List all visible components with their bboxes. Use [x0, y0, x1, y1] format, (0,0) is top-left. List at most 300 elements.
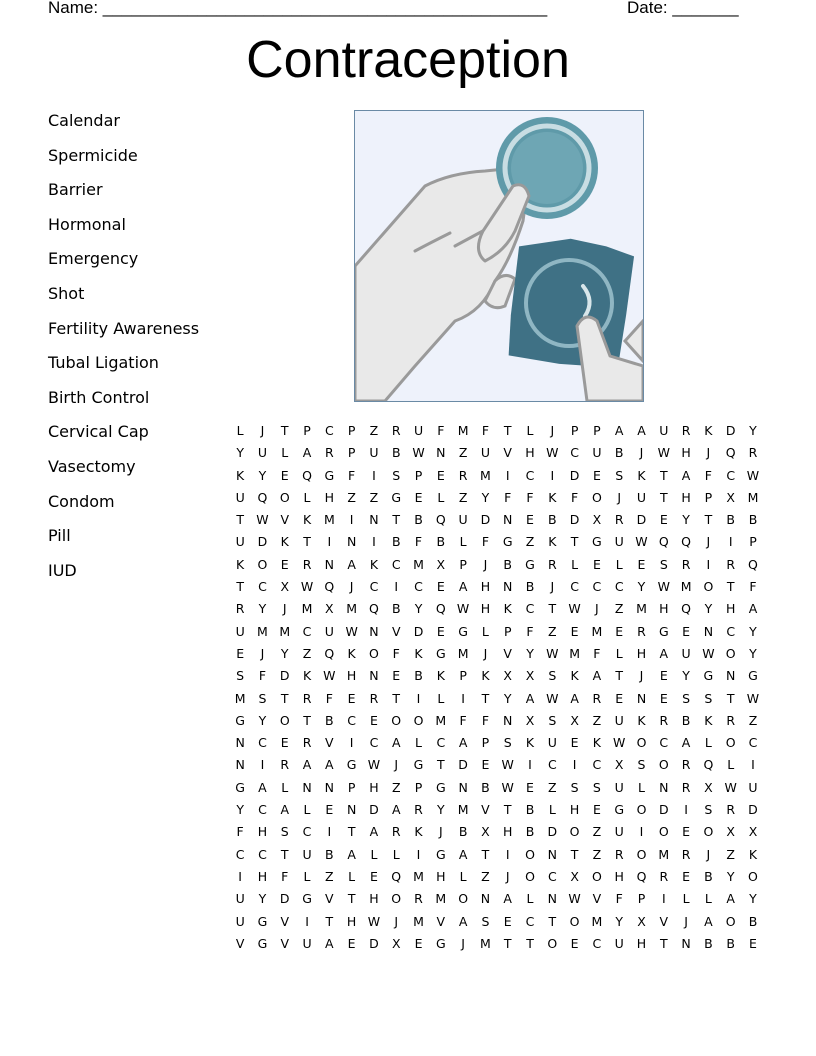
grid-letter: G [658, 623, 669, 639]
grid-letter: B [503, 556, 512, 572]
grid-letter: Q [748, 556, 758, 572]
grid-letter: N [547, 891, 557, 907]
grid-letter: F [593, 645, 601, 661]
grid-letter: W [323, 668, 336, 684]
grid-letter: A [280, 802, 290, 818]
grid-letter: R [614, 512, 624, 528]
grid-letter: G [346, 757, 357, 773]
grid-letter: Y [258, 891, 267, 907]
name-field: Name: _______________________________________________ [48, 0, 548, 17]
grid-letter: L [704, 891, 712, 907]
grid-letter: W [300, 579, 314, 595]
grid-letter: L [392, 846, 400, 862]
grid-letter: T [615, 668, 624, 684]
grid-row [229, 821, 764, 843]
grid-letter: W [367, 913, 381, 929]
grid-letter: F [481, 534, 490, 550]
grid-letter: E [592, 556, 601, 572]
grid-letter: W [657, 445, 670, 461]
grid-letter: H [436, 868, 446, 884]
grid-letter: T [659, 935, 668, 951]
grid-letter: O [391, 712, 402, 728]
grid-letter: E [615, 623, 624, 639]
grid-letter: U [636, 489, 647, 505]
grid-letter: J [260, 423, 265, 438]
grid-letter: C [659, 735, 669, 751]
grid-letter: I [305, 913, 309, 929]
grid-letter: Q [636, 868, 647, 884]
grid-letter: T [280, 690, 289, 706]
grid-row [229, 531, 764, 553]
grid-letter: U [235, 913, 245, 929]
grid-letter: Q [658, 534, 669, 550]
grid-letter: Y [726, 868, 735, 884]
grid-letter: I [751, 757, 755, 773]
grid-letter: Z [347, 489, 356, 505]
grid-letter: U [235, 623, 245, 639]
grid-letter: L [459, 868, 467, 884]
grid-letter: J [639, 668, 644, 684]
grid-letter: B [391, 445, 401, 461]
grid-letter: L [571, 556, 579, 572]
grid-letter: U [235, 891, 245, 907]
grid-letter: O [636, 802, 647, 818]
grid-letter: Z [458, 445, 468, 461]
grid-letter: X [637, 913, 646, 929]
grid-letter: K [414, 645, 423, 661]
grid-letter: X [570, 712, 579, 728]
grid-letter: H [503, 824, 513, 840]
grid-letter: C [592, 757, 602, 773]
grid-letter: F [526, 623, 534, 639]
grid-letter: U [413, 423, 424, 438]
grid-letter: O [279, 712, 290, 728]
grid-letter: J [505, 868, 510, 884]
grid-letter: B [548, 512, 557, 528]
grid-letter: I [550, 467, 555, 483]
grid-letter: E [659, 512, 668, 528]
grid-row [229, 487, 764, 509]
word-list-item: Pill [48, 526, 71, 546]
grid-letter: J [260, 645, 265, 661]
grid-letter: B [436, 534, 446, 550]
grid-letter: E [526, 512, 534, 528]
grid-letter: A [659, 645, 669, 661]
grid-letter: L [281, 445, 289, 461]
word-list-item: Birth Control [48, 387, 150, 407]
grid-letter: D [636, 512, 647, 528]
grid-letter: I [349, 512, 354, 528]
grid-letter: P [347, 445, 356, 461]
grid-letter: H [480, 601, 491, 617]
grid-letter: L [370, 846, 378, 862]
grid-letter: E [659, 690, 668, 706]
grid-letter: A [726, 891, 735, 907]
grid-letter: C [592, 935, 602, 951]
grid-letter: G [592, 534, 602, 550]
grid-letter: H [346, 913, 357, 929]
grid-letter: G [703, 668, 714, 684]
grid-letter: T [303, 534, 311, 550]
grid-letter: K [548, 489, 557, 505]
grid-letter: W [568, 601, 581, 617]
grid-letter: N [636, 690, 647, 706]
grid-letter: X [748, 824, 758, 840]
word-list-item: Emergency [48, 249, 139, 269]
grid-letter: I [327, 534, 332, 550]
grid-letter: S [592, 779, 601, 795]
grid-letter: Z [592, 824, 602, 840]
grid-letter: K [637, 467, 646, 483]
grid-letter: S [704, 802, 713, 818]
word-list-item: Condom [48, 491, 115, 511]
grid-letter: N [480, 891, 491, 907]
grid-letter: O [413, 712, 424, 728]
grid-letter: F [481, 712, 490, 728]
grid-letter: H [659, 601, 669, 617]
grid-letter: A [325, 935, 334, 951]
grid-letter: A [391, 802, 401, 818]
grid-letter: R [324, 445, 334, 461]
grid-letter: Y [749, 891, 757, 907]
grid-letter: L [437, 690, 445, 706]
grid-letter: R [726, 556, 736, 572]
grid-letter: I [238, 868, 242, 884]
grid-letter: C [414, 579, 423, 595]
grid-letter: G [413, 757, 424, 773]
grid-letter: N [681, 935, 691, 951]
grid-letter: G [435, 846, 446, 862]
grid-letter: B [525, 802, 535, 818]
grid-letter: X [614, 757, 624, 773]
grid-letter: K [236, 556, 245, 572]
grid-letter: O [658, 824, 669, 840]
grid-letter: B [748, 913, 758, 929]
grid-letter: A [258, 779, 267, 795]
grid-letter: C [391, 556, 401, 572]
grid-letter: Y [236, 802, 244, 818]
grid-letter: W [724, 779, 737, 795]
grid-letter: C [258, 735, 267, 751]
grid-letter: G [435, 935, 446, 951]
grid-letter: N [346, 534, 357, 550]
grid-letter: O [569, 913, 580, 929]
grid-letter: S [503, 735, 512, 751]
grid-letter: L [437, 489, 445, 505]
grid-letter: E [749, 935, 757, 951]
grid-letter: P [459, 556, 467, 572]
grid-letter: L [727, 757, 735, 773]
grid-letter: T [548, 913, 557, 929]
grid-letter: G [235, 779, 245, 795]
grid-letter: K [748, 846, 758, 862]
grid-letter: T [280, 423, 289, 438]
grid-letter: W [256, 512, 269, 528]
grid-row [229, 866, 764, 888]
grid-letter: M [747, 489, 759, 505]
grid-letter: O [547, 935, 558, 951]
grid-letter: M [413, 868, 424, 884]
grid-letter: E [436, 623, 445, 639]
grid-letter: E [280, 556, 289, 572]
grid-letter: P [503, 623, 512, 639]
grid-letter: T [659, 467, 668, 483]
grid-row [229, 420, 764, 442]
grid-letter: A [302, 445, 312, 461]
grid-letter: P [303, 423, 311, 438]
grid-letter: Z [548, 623, 557, 639]
grid-letter: L [303, 868, 311, 884]
grid-letter: H [525, 445, 535, 461]
grid-row [229, 911, 764, 933]
grid-row [229, 888, 764, 910]
grid-letter: R [726, 712, 736, 728]
grid-letter: O [725, 735, 736, 751]
grid-letter: K [704, 712, 713, 728]
grid-letter: S [236, 668, 245, 684]
grid-letter: O [369, 645, 379, 661]
grid-letter: Y [637, 579, 646, 595]
grid-letter: L [704, 735, 712, 751]
grid-letter: K [481, 668, 490, 684]
grid-letter: K [637, 712, 646, 728]
grid-letter: Y [749, 645, 757, 661]
page-title: Contraception [246, 31, 570, 89]
grid-letter: G [502, 534, 513, 550]
grid-letter: H [369, 779, 379, 795]
grid-letter: G [748, 668, 758, 684]
grid-letter: L [638, 779, 645, 795]
grid-row [229, 621, 764, 643]
grid-row [229, 554, 764, 576]
grid-letter: B [481, 779, 490, 795]
grid-letter: U [614, 935, 624, 951]
grid-letter: T [280, 846, 289, 862]
grid-letter: P [414, 467, 423, 483]
grid-letter: I [661, 891, 666, 907]
grid-letter: E [436, 579, 445, 595]
grid-letter: A [525, 690, 535, 706]
grid-letter: Q [681, 534, 691, 550]
grid-letter: R [748, 445, 758, 461]
grid-letter: S [615, 467, 624, 483]
grid-letter: A [347, 846, 356, 862]
grid-letter: K [548, 534, 557, 550]
grid-letter: E [592, 467, 601, 483]
grid-letter: W [613, 735, 626, 751]
grid-letter: P [347, 779, 356, 795]
grid-letter: V [391, 623, 401, 639]
grid-letter: V [481, 802, 490, 818]
grid-letter: J [394, 757, 399, 773]
grid-row [229, 777, 764, 799]
grid-row [229, 844, 764, 866]
grid-letter: T [503, 935, 512, 951]
grid-letter: S [659, 556, 668, 572]
grid-letter: K [302, 668, 312, 684]
grid-letter: H [324, 489, 335, 505]
grid-letter: G [235, 712, 245, 728]
grid-letter: R [681, 556, 691, 572]
grid-letter: K [414, 824, 423, 840]
grid-letter: S [570, 779, 579, 795]
grid-letter: G [435, 645, 446, 661]
grid-letter: R [659, 712, 669, 728]
grid-letter: Y [258, 601, 267, 617]
grid-letter: E [526, 779, 534, 795]
grid-letter: D [257, 534, 268, 550]
grid-letter: U [458, 512, 468, 528]
grid-letter: H [257, 824, 268, 840]
grid-letter: V [325, 891, 334, 907]
grid-letter: X [726, 824, 735, 840]
grid-letter: W [501, 779, 514, 795]
grid-letter: C [258, 802, 267, 818]
grid-letter: H [725, 601, 736, 617]
grid-letter: G [257, 935, 268, 951]
grid-letter: T [704, 512, 713, 528]
grid-letter: F [615, 891, 623, 907]
grid-letter: Q [257, 489, 268, 505]
date-field: Date: _______ [627, 0, 739, 17]
grid-letter: N [369, 623, 379, 639]
grid-letter: L [481, 623, 489, 639]
grid-row [229, 442, 764, 464]
grid-letter: Z [481, 868, 490, 884]
grid-letter: I [349, 735, 354, 751]
grid-letter: I [372, 467, 376, 483]
grid-letter: Y [682, 512, 690, 528]
grid-letter: E [481, 757, 490, 773]
grid-letter: R [414, 802, 423, 818]
grid-letter: T [503, 802, 512, 818]
grid-letter: J [438, 824, 443, 840]
grid-letter: O [525, 868, 535, 884]
grid-letter: L [526, 423, 534, 438]
grid-letter: A [347, 556, 356, 572]
grid-letter: M [279, 623, 291, 639]
grid-letter: T [392, 512, 401, 528]
grid-letter: A [503, 891, 512, 907]
grid-letter: U [480, 445, 490, 461]
word-list-item: Fertility Awareness [48, 318, 200, 338]
grid-letter: T [325, 913, 334, 929]
grid-letter: R [458, 467, 468, 483]
grid-letter: W [367, 757, 381, 773]
grid-letter: M [234, 690, 246, 706]
grid-letter: W [501, 757, 514, 773]
grid-letter: I [639, 824, 644, 840]
grid-letter: T [726, 579, 735, 595]
grid-letter: Y [481, 489, 490, 505]
grid-letter: V [503, 445, 512, 461]
word-list-item: Calendar [48, 111, 120, 130]
grid-letter: B [704, 868, 713, 884]
grid-letter: Q [324, 579, 335, 595]
grid-letter: H [257, 868, 268, 884]
grid-letter: R [302, 556, 312, 572]
grid-letter: U [257, 445, 268, 461]
grid-letter: J [617, 489, 622, 505]
grid-letter: E [570, 735, 579, 751]
grid-letter: L [303, 802, 311, 818]
word-list-item: Barrier [48, 180, 103, 200]
word-list-item: IUD [48, 560, 77, 580]
grid-letter: G [525, 556, 535, 572]
grid-letter: M [591, 623, 603, 639]
grid-letter: D [547, 824, 558, 840]
grid-letter: U [659, 423, 669, 438]
grid-letter: V [280, 935, 290, 951]
grid-letter: V [280, 512, 290, 528]
grid-letter: A [614, 423, 624, 438]
grid-letter: E [682, 824, 691, 840]
grid-letter: A [704, 913, 713, 929]
grid-letter: Q [324, 645, 335, 661]
grid-letter: E [637, 556, 646, 572]
grid-letter: N [324, 556, 335, 572]
grid-letter: Y [749, 423, 757, 438]
grid-letter: M [413, 913, 424, 929]
grid-letter: Z [325, 868, 334, 884]
grid-letter: E [436, 467, 445, 483]
grid-letter: C [436, 735, 446, 751]
grid-letter: T [303, 712, 311, 728]
grid-letter: W [456, 601, 470, 617]
grid-letter: U [235, 489, 245, 505]
grid-letter: K [525, 735, 535, 751]
grid-letter: R [592, 690, 602, 706]
grid-letter: M [569, 645, 580, 661]
word-list [48, 110, 199, 594]
grid-letter: L [415, 735, 422, 751]
grid-letter: X [503, 668, 512, 684]
grid-letter: E [414, 489, 423, 505]
grid-letter: T [726, 690, 735, 706]
grid-letter: K [236, 467, 245, 483]
grid-letter: E [347, 935, 356, 951]
grid-letter: M [257, 623, 268, 639]
grid-letter: S [481, 913, 490, 929]
grid-letter: C [726, 467, 736, 483]
grid-letter: B [458, 824, 468, 840]
word-search-grid [229, 420, 764, 955]
grid-row [229, 665, 764, 687]
grid-letter: C [726, 623, 736, 639]
grid-letter: E [592, 802, 601, 818]
grid-letter: W [546, 445, 559, 461]
grid-letter: X [280, 579, 290, 595]
grid-letter: M [346, 601, 358, 617]
grid-letter: P [347, 423, 356, 438]
grid-letter: K [436, 668, 445, 684]
grid-letter: A [325, 757, 334, 773]
grid-letter: J [550, 579, 555, 595]
grid-letter: Y [749, 623, 757, 639]
grid-letter: M [435, 712, 447, 728]
grid-letter: O [591, 868, 602, 884]
grid-letter: W [635, 534, 648, 550]
grid-letter: F [504, 489, 512, 505]
grid-letter: T [659, 489, 668, 505]
grid-letter: R [235, 601, 245, 617]
grid-letter: L [459, 534, 467, 550]
grid-letter: E [615, 690, 624, 706]
grid-letter: Z [548, 779, 557, 795]
grid-letter: E [659, 668, 668, 684]
grid-letter: I [394, 579, 399, 595]
grid-letter: E [280, 467, 289, 483]
